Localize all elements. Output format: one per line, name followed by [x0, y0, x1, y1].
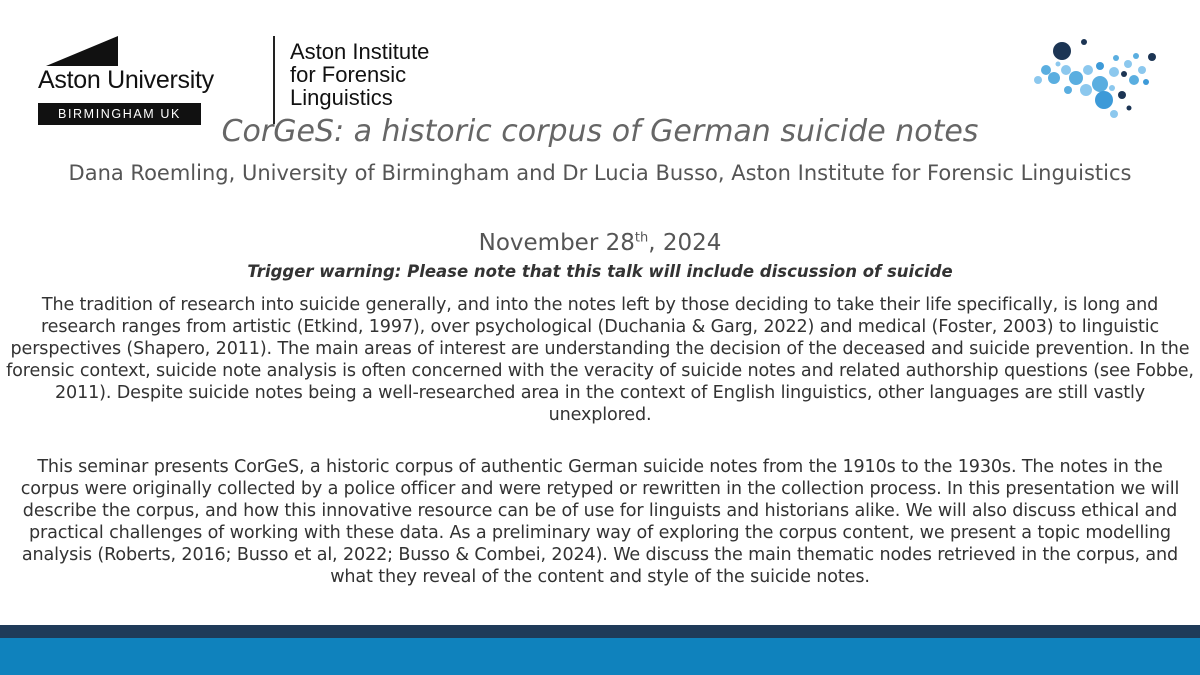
abstract-paragraph-1: The tradition of research into suicide generally, and into the notes left by those deciding to take their life specifically, is long and research ranges from artistic (Etkind, 1997), over psychological (Duchania & Garg, 2022) and medical (Foster, 2003) to linguistic perspectives (Shapero, 2011). The main areas of interest are understanding the decision of the deceased and suicide prevention. In the forensic context, suicide note analysis is often concerned with the veracity of suicide notes and related authorship questions (see Fobbe, 2011). Despite suicide notes being a well-researched area in the context of English linguistics, other languages are still vastly unexplored.: [6, 295, 1194, 425]
footer-band-dark: [0, 625, 1200, 638]
birmingham-uk-label: BIRMINGHAM UK: [38, 103, 201, 125]
trigger-warning: Trigger warning: Please note that this talk will include discussion of suicide: [247, 262, 953, 281]
institute-line-1: Aston Institute: [290, 39, 430, 64]
talk-authors: Dana Roemling, University of Birmingham and Dr Lucia Busso, Aston Institute for Forensic Linguistics: [68, 161, 1132, 185]
talk-title: CorGeS: a historic corpus of German suicide notes: [221, 114, 979, 149]
abstract-paragraph-2: This seminar presents CorGeS, a historic corpus of authentic German suicide notes from the 1910s to the 1930s. The notes in the corpus were originally collected by a police officer and were retyped or rewritten in the collection process. In this presentation we will describe the corpus, and how this innovative resource can be of use for linguists and historians alike. We will also discuss ethical and practical challenges of working with these data. As a preliminary way of exploring the corpus content, we present a topic modelling analysis (Roberts, 2016; Busso et al, 2022; Busso & Combei, 2024). We discuss the main thematic nodes retrieved in the corpus, and what they reveal of the content and style of the suicide notes.: [20, 457, 1180, 587]
aston-university-name: Aston University: [38, 66, 214, 94]
footer-band-blue: [0, 638, 1200, 675]
date-ordinal: th: [634, 230, 649, 246]
talk-date: [0, 230, 1200, 256]
logo-divider: [273, 36, 275, 124]
bubble-cluster-icon: [1028, 34, 1168, 124]
date-prefix: November 28: [478, 230, 635, 256]
institute-line-2: for Forensic: [290, 62, 407, 87]
date-year: , 2024: [648, 230, 722, 256]
institute-line-3: Linguistics: [290, 85, 393, 110]
aston-triangle-icon: [46, 36, 118, 66]
institute-name: [290, 40, 429, 109]
